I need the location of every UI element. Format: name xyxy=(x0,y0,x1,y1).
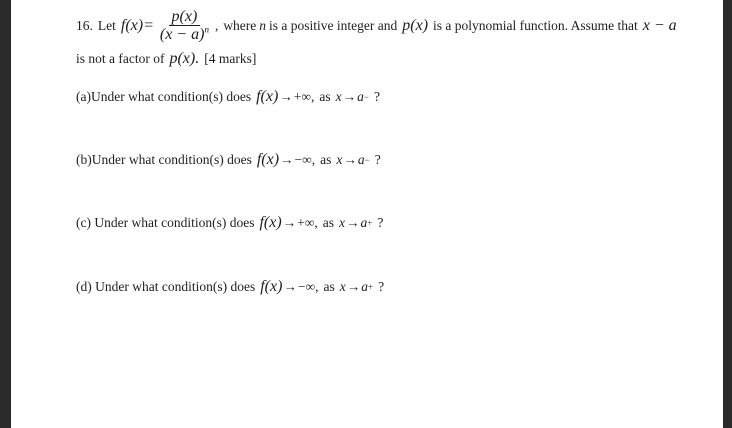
part-a-as: as xyxy=(319,89,331,104)
fraction xyxy=(157,9,212,42)
part-c-arrow: → xyxy=(282,215,297,230)
part-b-label: (b)Under what condition(s) does xyxy=(76,152,252,167)
question-number: 16. xyxy=(76,17,93,33)
part-d-label: (d) Under what condition(s) does xyxy=(76,279,256,294)
part-c-fx: f(x) xyxy=(259,214,282,231)
part-b-x: x xyxy=(336,152,343,167)
not-factor-text: is not a factor of xyxy=(76,51,165,66)
function-p: p(x) xyxy=(402,16,429,34)
part-d-fx: f(x) xyxy=(260,278,283,295)
part-a-arrow2: → xyxy=(342,89,357,104)
part-c-question-mark: ? xyxy=(377,215,384,230)
part-d-arrow: → xyxy=(283,279,297,294)
part-d-as: as xyxy=(323,279,335,294)
part-a-x: x xyxy=(335,89,342,104)
fraction-numerator: p(x) xyxy=(169,9,201,26)
denominator-exponent: n xyxy=(204,24,209,35)
part-c-limit: +∞, xyxy=(297,215,318,230)
part-a-arrow: → xyxy=(279,89,293,104)
question-line-2 xyxy=(76,50,256,68)
part-d-limit: −∞, xyxy=(297,279,319,294)
function-p-end: p(x). xyxy=(169,50,200,67)
document-page xyxy=(11,0,723,428)
part-a-limit: +∞, xyxy=(293,89,315,104)
part-b-limit: −∞, xyxy=(294,152,316,167)
function-f: f(x) xyxy=(120,16,144,34)
polynomial-text: is a polynomial function. Assume that xyxy=(433,17,638,33)
part-c-as: as xyxy=(322,215,335,230)
let-text: Let xyxy=(97,17,116,33)
denominator-base: (x − a) xyxy=(159,26,205,43)
part-b-arrow2: → xyxy=(343,152,357,167)
part-b-question-mark: ? xyxy=(374,152,381,167)
part-c-a: a xyxy=(360,215,368,230)
question-line-1 xyxy=(76,9,677,42)
part-a-question-mark: ? xyxy=(373,89,380,104)
part-c-label: (c) Under what condition(s) does xyxy=(76,215,255,230)
part-b-as: as xyxy=(320,152,332,167)
part-d-x: x xyxy=(339,279,346,294)
comma: , xyxy=(214,17,219,33)
part-c-arrow2: → xyxy=(346,215,360,230)
part-a-a: a xyxy=(357,89,364,104)
part-a-fx: f(x) xyxy=(256,88,279,105)
fraction-denominator xyxy=(157,26,212,42)
part-b: (b)Under what condition(s) does f(x) → −∞, as x → a − ? xyxy=(76,151,381,168)
part-b-fx: f(x) xyxy=(256,151,280,168)
part-a-label: (a)Under what condition(s) does xyxy=(76,89,252,104)
part-a: (a)Under what condition(s) does f(x) → +∞, as x → a − ? xyxy=(76,88,380,105)
part-d: (d) Under what condition(s) does f(x) → −∞, as x → a + ? xyxy=(76,278,385,295)
part-d-arrow2: → xyxy=(346,279,361,294)
part-c: (c) Under what condition(s) does f(x) → +∞, as x → a + ? xyxy=(76,214,384,231)
variable-n: n xyxy=(259,17,267,33)
part-b-arrow: → xyxy=(280,152,294,167)
part-d-question-mark: ? xyxy=(378,279,385,294)
marks-label: [4 marks] xyxy=(204,51,257,66)
x-minus-a: x − a xyxy=(642,16,677,34)
positive-integer-text: is a positive integer and xyxy=(269,17,398,33)
where-text: where xyxy=(223,17,257,33)
part-d-a: a xyxy=(361,279,369,294)
equals-sign: = xyxy=(143,16,154,34)
part-c-x: x xyxy=(339,215,346,230)
part-b-a: a xyxy=(357,152,365,167)
